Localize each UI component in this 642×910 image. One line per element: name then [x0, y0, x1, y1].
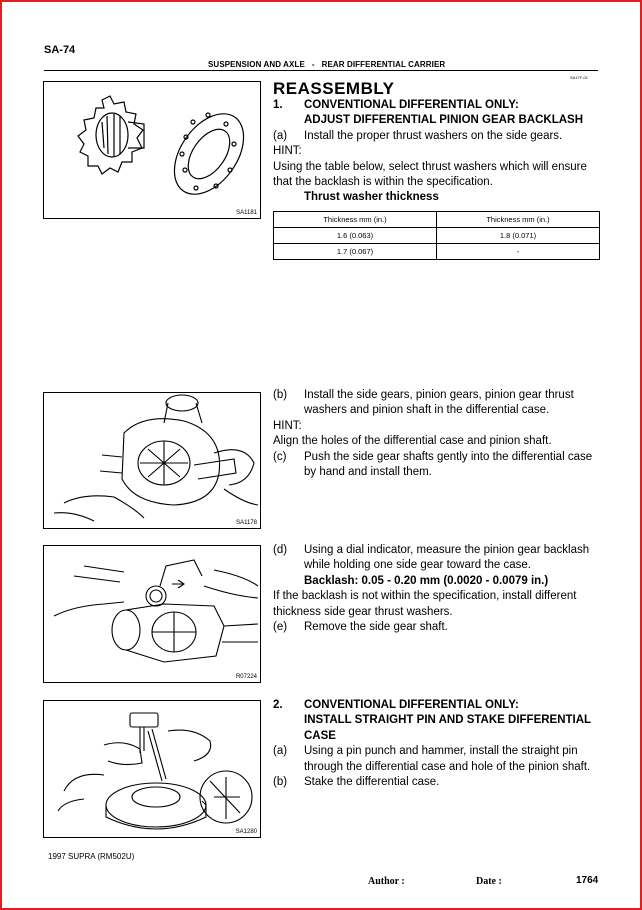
substep-label: (b)	[273, 776, 288, 789]
figure-id: R07224	[235, 674, 257, 680]
step-heading-line: ADJUST DIFFERENTIAL PINION GEAR BACKLASH	[304, 114, 583, 127]
substep-e	[273, 620, 603, 635]
hint-text: Align the holes of the differential case and pinion shaft.	[273, 435, 552, 448]
figure-measure-backlash	[43, 545, 261, 683]
substep-a	[273, 129, 603, 144]
substep-text: Install the side gears, pinion gears, pinion gear thrust	[304, 389, 574, 401]
figure-id: SA1178	[236, 520, 257, 526]
dial-indicator-illustration	[44, 546, 262, 684]
page-number: 1764	[576, 875, 599, 886]
step-heading-line: INSTALL STRAIGHT PIN AND STAKE DIFFERENTIAL	[304, 714, 592, 727]
header-rule	[44, 70, 598, 71]
substep-text: Using a dial indicator, measure the pinion gear backlash	[304, 544, 590, 556]
table-cell: 1.6 (0.063)	[274, 228, 437, 244]
substep-text: by hand and install them.	[304, 466, 432, 479]
step-number: 2.	[273, 699, 283, 711]
step-number: 1.	[273, 99, 283, 111]
substep-label: (d)	[273, 544, 288, 556]
figure-id: SA1181	[236, 210, 257, 216]
substep-a	[273, 744, 603, 759]
document-code: SA17F-01	[570, 75, 589, 80]
column-header: Thickness mm (in.)	[437, 212, 600, 228]
model-label: 1997 SUPRA (RM502U)	[48, 852, 135, 861]
substep-b	[273, 775, 603, 790]
figure-id: SA1280	[235, 829, 257, 835]
backlash-note: If the backlash is not within the specification, install different thickness side gear thrust washers.	[273, 590, 577, 618]
hint-label: HINT:	[273, 145, 302, 158]
step-2	[273, 698, 603, 790]
step-heading-line: CASE	[304, 729, 336, 742]
table-cell: -	[437, 244, 600, 260]
table-cell: 1.8 (0.071)	[437, 228, 600, 244]
table-row	[274, 228, 600, 244]
table-title: Thrust washer thickness	[304, 191, 439, 204]
step-heading-line: CONVENTIONAL DIFFERENTIAL ONLY:	[304, 99, 519, 111]
page-title: REASSEMBLY	[273, 79, 395, 98]
step-1-heading	[273, 98, 603, 113]
substep-text: Push the side gear shafts gently into the differential case	[304, 450, 593, 463]
pin-punch-hammer-illustration	[44, 701, 262, 839]
gear-washer-illustration	[44, 82, 262, 220]
section-number: SA-74	[44, 44, 76, 56]
table-row	[274, 244, 600, 260]
backlash-spec: Backlash: 0.05 - 0.20 mm (0.0020 - 0.0079 in.)	[304, 574, 549, 587]
thrust-washer-table	[273, 211, 600, 260]
figure-install-straight-pin	[43, 700, 261, 838]
substep-text: through the differential case and hole of the pinion shaft.	[304, 760, 591, 773]
substep-label: (a)	[273, 129, 288, 142]
substep-text: Using a pin punch and hammer, install the straight pin	[304, 745, 578, 758]
substep-text: Install the proper thrust washers on the side gears.	[304, 129, 563, 142]
substep-d	[273, 543, 603, 558]
substep-c	[273, 450, 603, 465]
differential-case-illustration	[44, 393, 262, 530]
substep-text: while holding one side gear toward the case.	[304, 559, 531, 572]
chapter-title: SUSPENSION AND AXLE	[208, 60, 305, 69]
substeps-b-c	[273, 388, 603, 480]
substep-label: (a)	[273, 745, 288, 758]
substep-label: (c)	[273, 450, 287, 463]
author-label: Author :	[368, 876, 405, 887]
table-cell: 1.7 (0.067)	[274, 244, 437, 260]
substep-text: Remove the side gear shaft.	[304, 621, 448, 634]
figure-install-gears	[43, 392, 261, 529]
subject-title: REAR DIFFERENTIAL CARRIER	[321, 60, 446, 69]
hint-label: HINT:	[273, 419, 302, 432]
figure-side-gear-washer	[43, 81, 261, 219]
header-separator: -	[311, 60, 315, 69]
substep-text: washers and pinion shaft in the differential case.	[304, 404, 550, 417]
running-header	[208, 60, 445, 69]
substep-label: (b)	[273, 389, 288, 401]
table-header-row	[274, 212, 600, 228]
substep-text: Stake the differential case.	[304, 776, 440, 789]
step-heading-line: CONVENTIONAL DIFFERENTIAL ONLY:	[304, 699, 519, 711]
date-label: Date :	[476, 876, 502, 887]
substeps-d-e	[273, 543, 603, 635]
substep-label: (e)	[273, 621, 288, 634]
substep-b	[273, 388, 603, 403]
column-header: Thickness mm (in.)	[274, 212, 437, 228]
step-2-heading	[273, 698, 603, 713]
reassembly-intro	[273, 80, 603, 206]
hint-text: Using the table below, select thrust washers which will ensure that the backlash is within the specification.	[273, 160, 587, 189]
